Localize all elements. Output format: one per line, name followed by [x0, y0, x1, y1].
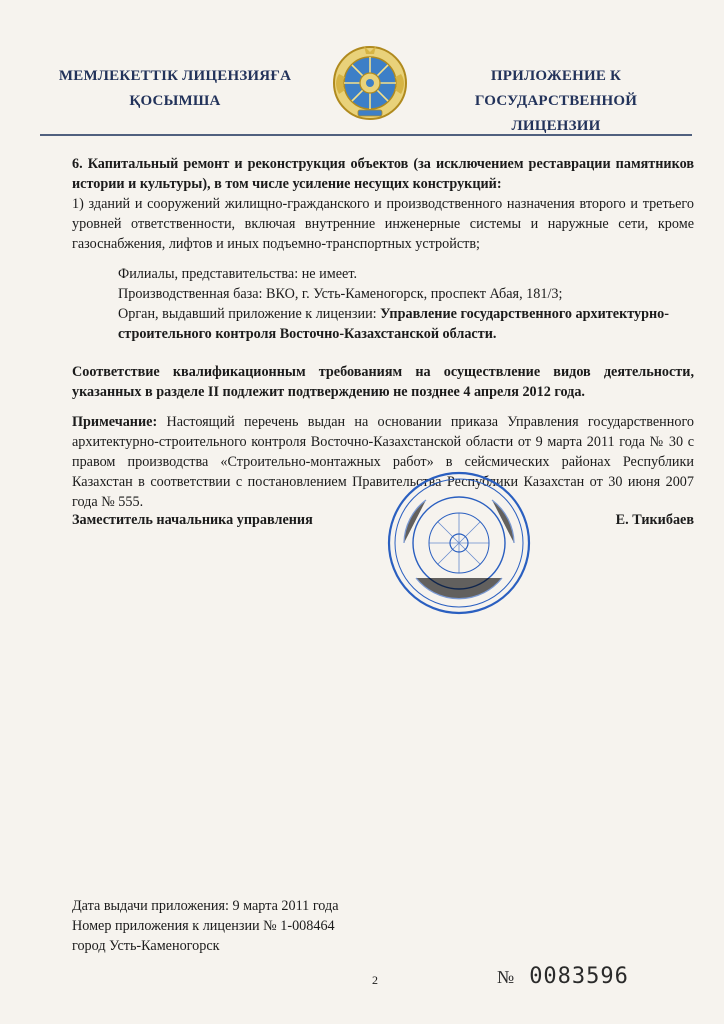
- header-right-line1: ПРИЛОЖЕНИЕ К ГОСУДАРСТВЕННОЙ: [474, 68, 638, 109]
- issue-date: Дата выдачи приложения: 9 марта 2011 года: [72, 898, 339, 914]
- issue-city: город Усть-Каменогорск: [72, 938, 220, 954]
- issuing-organ-label: Орган, выдавший приложение к лицензии:: [118, 306, 381, 322]
- section-6-item-1: 1) зданий и сооружений жилищно-гражданского и производственного назначения второго и третьего уровней ответственности, включая внутренние инженерные системы и наружные сети, кроме газоснабжения, лифтов и иных подъемно-транспортных устройств;: [72, 196, 694, 252]
- issuing-organ-line: [118, 304, 694, 344]
- note-text: Настоящий перечень выдан на основании приказа Управления государственного архитектурно-строительного контроля Восточно-Казахстанской области от 9 марта 2011 года № 30 с правом производства «Строительно-монтажных работ» в сейсмических районах Республики Казахстан в соответствии с постановлением Правительства Республики Казахстан от 30 июня 2007 года № 555.: [72, 414, 694, 510]
- signatory-name: Е. Тикибаев: [615, 512, 694, 528]
- serial-number: [497, 964, 629, 989]
- signatory-title: Заместитель начальника управления: [72, 512, 313, 528]
- official-round-stamp-icon: [386, 470, 532, 616]
- section-6-heading: 6. Капитальный ремонт и реконструкция объектов (за исключением реставрации памятников истории и культуры), в том числе усиление несущих конструкций:: [72, 156, 694, 192]
- note-label: Примечание:: [72, 414, 158, 430]
- header-right-title: [416, 64, 696, 139]
- compliance-statement: Соответствие квалификационным требованиям на осуществление видов деятельности, указанных в разделе II подлежит подтверждению не позднее 4 апреля 2012 года.: [72, 364, 694, 400]
- header-divider: [40, 134, 692, 136]
- serial-value: 0083596: [529, 964, 629, 989]
- issue-info-block: [72, 896, 472, 956]
- header-left-line2: ҚОСЫМША: [129, 93, 221, 109]
- header-right-line2: ЛИЦЕНЗИИ: [511, 118, 601, 134]
- production-base-line: Производственная база: ВКО, г. Усть-Каменогорск, проспект Абая, 181/3;: [118, 286, 563, 302]
- page-number: 2: [372, 973, 378, 987]
- branches-block: [72, 264, 694, 344]
- header-left-title: [40, 64, 310, 114]
- branches-line: Филиалы, представительства: не имеет.: [118, 266, 357, 282]
- kazakhstan-state-emblem-icon: [331, 44, 409, 122]
- signature-row: [72, 512, 694, 529]
- document-body: [72, 154, 694, 512]
- issuing-organ-name: Управление государственного архитектурно-строительного контроля Восточно-Казахстанской области.: [118, 306, 670, 342]
- appendix-number: Номер приложения к лицензии № 1-008464: [72, 918, 335, 934]
- note-paragraph: [72, 412, 694, 512]
- header-left-line1: МЕМЛЕКЕТТІК ЛИЦЕНЗИЯҒА: [58, 68, 292, 84]
- serial-prefix: №: [497, 967, 516, 987]
